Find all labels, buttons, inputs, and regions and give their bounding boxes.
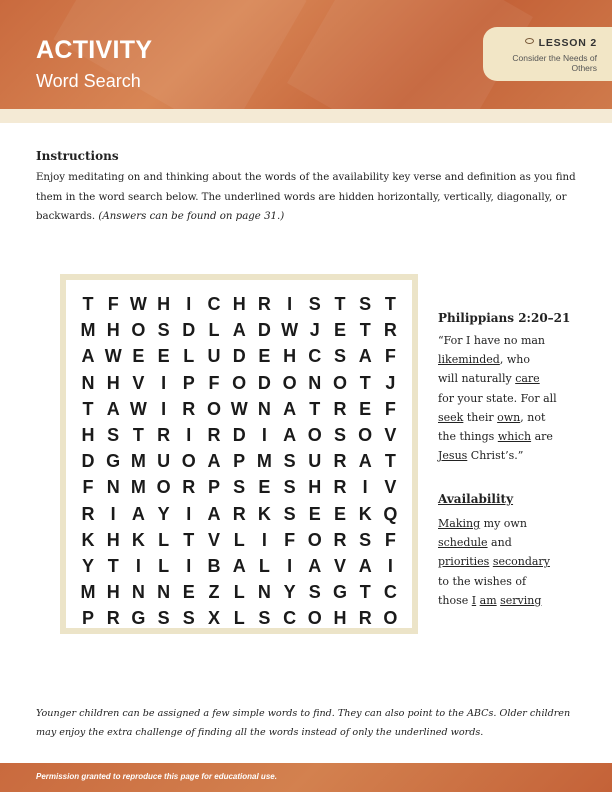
grid-letter: H <box>157 294 171 314</box>
instructions-heading: Instructions <box>36 149 119 163</box>
text-line <box>438 446 598 465</box>
grid-letter: F <box>82 477 94 498</box>
grid-letter: I <box>261 529 267 550</box>
hidden-word: care <box>515 372 540 386</box>
footer-note: Younger children can be assigned a few simple words to find. They can also point to the ABCs. Older children may enjoy the extra challenge of finding all the words instead of only the underlined words. <box>36 708 571 738</box>
grid-letter: R <box>383 320 397 341</box>
grid-letter: R <box>207 425 221 445</box>
grid-letter: K <box>257 503 271 524</box>
grid-letter: S <box>258 608 271 629</box>
grid-letter: A <box>131 503 145 524</box>
grid-row <box>76 530 406 557</box>
text-segment: are <box>531 430 553 444</box>
grid-letter: R <box>182 398 196 419</box>
grid-letter: W <box>129 398 147 419</box>
grid-letter: H <box>333 608 347 629</box>
grid-letter: I <box>135 556 141 576</box>
verse-text <box>438 331 598 465</box>
grid-letter: O <box>206 398 221 419</box>
grid-letter: K <box>81 529 95 550</box>
grid-row <box>76 399 406 426</box>
grid-letter: T <box>359 320 371 341</box>
grid-letter: R <box>333 477 347 498</box>
grid-letter: A <box>283 425 297 445</box>
grid-letter: S <box>107 425 120 445</box>
grid-letter: T <box>309 398 321 419</box>
text-line <box>438 369 598 388</box>
text-line <box>438 514 598 533</box>
page-title: ACTIVITY <box>36 36 153 64</box>
grid-letter: R <box>257 294 271 314</box>
grid-letter: F <box>284 529 296 550</box>
grid-letter: R <box>333 398 347 419</box>
text-line <box>438 331 598 350</box>
lesson-description: Consider the Needs of Others <box>512 53 597 73</box>
hidden-word: am <box>479 593 497 607</box>
text-segment: to the wishes of <box>438 574 527 588</box>
header-banner <box>0 0 612 109</box>
grid-letter: S <box>283 451 296 472</box>
grid-letter: Q <box>383 503 398 524</box>
text-segment: and <box>487 536 512 550</box>
grid-letter: Y <box>81 556 94 576</box>
instructions-note: (Answers can be found on page 31.) <box>98 211 285 222</box>
grid-letter: N <box>257 398 271 419</box>
grid-letter: V <box>207 529 220 550</box>
grid-letter: F <box>208 372 220 393</box>
text-line <box>438 591 598 610</box>
grid-letter: R <box>333 451 347 472</box>
text-segment: , not <box>520 410 546 424</box>
grid-letter: F <box>384 398 396 419</box>
grid-letter: D <box>182 320 196 341</box>
grid-letter: O <box>282 372 297 393</box>
grid-letter: H <box>106 320 120 341</box>
grid-letter: L <box>183 346 195 367</box>
grid-letter: I <box>186 425 192 445</box>
grid-letter: I <box>287 294 293 314</box>
grid-row <box>76 608 406 635</box>
grid-letter: C <box>308 346 322 367</box>
grid-row <box>76 294 406 321</box>
grid-letter: Y <box>157 503 170 524</box>
grid-letter: V <box>384 425 397 445</box>
grid-letter: I <box>362 477 368 498</box>
grid-letter: S <box>308 582 321 603</box>
footer-bar <box>0 763 612 792</box>
grid-letter: O <box>181 451 196 472</box>
grid-letter: H <box>106 529 120 550</box>
grid-letter: G <box>332 582 347 603</box>
grid-letter: O <box>358 425 373 445</box>
grid-letter: D <box>257 372 271 393</box>
grid-letter: N <box>106 477 120 498</box>
grid-letter: D <box>232 346 246 367</box>
grid-letter: H <box>232 294 246 314</box>
grid-letter: R <box>358 608 372 629</box>
grid-letter: S <box>308 294 321 314</box>
grid-letter: E <box>132 346 145 367</box>
grid-letter: W <box>230 398 248 419</box>
grid-letter: T <box>107 556 119 576</box>
hidden-word: schedule <box>438 536 488 550</box>
grid-letter: A <box>207 451 221 472</box>
grid-letter: A <box>283 398 297 419</box>
grid-letter: S <box>233 477 246 498</box>
grid-letter: A <box>308 556 322 576</box>
grid-letter: R <box>81 503 95 524</box>
grid-letter: T <box>334 294 346 314</box>
text-segment: my own <box>480 517 527 530</box>
hidden-word: Jesus <box>438 449 468 463</box>
grid-letter: P <box>182 372 195 393</box>
grid-letter: E <box>359 398 372 419</box>
grid-letter: T <box>132 425 144 445</box>
leaf-icon <box>525 38 534 44</box>
grid-letter: T <box>359 582 371 603</box>
header-band <box>0 109 612 123</box>
text-segment: those <box>438 593 472 607</box>
grid-letter: O <box>307 608 322 629</box>
grid-letter: U <box>308 451 322 472</box>
grid-letter: L <box>158 529 170 550</box>
grid-letter: X <box>207 608 220 629</box>
grid-letter: R <box>333 529 347 550</box>
grid-letter: I <box>161 372 167 393</box>
grid-letter: T <box>183 529 195 550</box>
grid-letter: S <box>333 346 346 367</box>
grid-letter: S <box>283 477 296 498</box>
grid-letter: Y <box>283 582 296 603</box>
grid-letter: R <box>182 477 196 498</box>
text-line <box>438 552 598 571</box>
grid-letter: R <box>106 608 120 629</box>
grid-letter: S <box>283 503 296 524</box>
grid-letter: L <box>208 320 220 341</box>
grid-letter: A <box>358 556 372 576</box>
definition-heading: Availability <box>438 492 514 506</box>
grid-letter: I <box>287 556 293 576</box>
grid-letter: D <box>232 425 246 445</box>
grid-letter: T <box>82 294 94 314</box>
grid-letter: T <box>82 398 94 419</box>
text-line <box>438 389 598 408</box>
grid-letter: O <box>332 372 347 393</box>
grid-letter: I <box>186 556 192 576</box>
grid-letter: W <box>129 294 147 314</box>
grid-letter: E <box>258 477 271 498</box>
grid-letter: S <box>157 608 170 629</box>
grid-letter: G <box>106 451 121 472</box>
grid-letter: M <box>130 451 146 472</box>
permission-text: Permission granted to reproduce this page for educational use. <box>36 772 277 781</box>
grid-letter: F <box>107 294 119 314</box>
hidden-word: seek <box>438 410 464 424</box>
text-segment: will naturally <box>438 372 516 386</box>
grid-letter: W <box>104 346 122 367</box>
grid-letter: T <box>384 294 396 314</box>
grid-letter: G <box>131 608 146 629</box>
grid-letter: D <box>81 451 95 472</box>
grid-letter: E <box>258 346 271 367</box>
grid-letter: H <box>106 582 120 603</box>
grid-row <box>76 373 406 400</box>
grid-letter: T <box>384 451 396 472</box>
text-segment: “For I have no man <box>438 334 546 347</box>
instructions-text: Enjoy meditating on and thinking about the words of the availability key verse and definition as you find them in the word search below. The underlined words are hidden horizontally, vertically, diagonally, or backwards. <box>36 172 576 222</box>
grid-letter: A <box>106 398 120 419</box>
grid-letter: R <box>157 425 171 445</box>
text-segment: their <box>463 410 498 424</box>
grid-letter: P <box>233 451 246 472</box>
grid-letter: H <box>106 372 120 393</box>
grid-letter: A <box>207 503 221 524</box>
grid-letter: R <box>232 503 246 524</box>
grid-letter: K <box>131 529 145 550</box>
grid-letter: D <box>257 320 271 341</box>
grid-letter: V <box>132 372 145 393</box>
grid-letter: Z <box>208 582 220 603</box>
grid-letter: I <box>186 503 192 524</box>
verse-reference: Philippians 2:20–21 <box>438 311 571 325</box>
grid-letter: M <box>80 320 96 341</box>
hidden-word: secondary <box>492 555 550 569</box>
grid-letter: W <box>281 320 299 341</box>
grid-row <box>76 504 406 531</box>
grid-letter: I <box>161 398 167 419</box>
text-line <box>438 427 598 446</box>
hidden-word: I <box>471 593 477 607</box>
hidden-word: priorities <box>438 555 490 569</box>
grid-letter: E <box>333 503 346 524</box>
grid-letter: J <box>309 320 320 341</box>
grid-letter: O <box>307 529 322 550</box>
word-search-grid <box>60 274 418 634</box>
grid-letter: J <box>385 372 396 393</box>
definition-text <box>438 514 598 610</box>
grid-letter: S <box>157 320 170 341</box>
grid-row <box>76 425 406 452</box>
grid-letter: A <box>232 556 246 576</box>
grid-row <box>76 451 406 478</box>
text-segment: Christ’s.” <box>467 449 524 463</box>
grid-letter: K <box>358 503 372 524</box>
grid-letter: B <box>207 556 221 576</box>
grid-letter: M <box>256 451 272 472</box>
grid-letter: O <box>232 372 247 393</box>
grid-letter: M <box>130 477 146 498</box>
grid-letter: T <box>359 372 371 393</box>
grid-letter: A <box>358 451 372 472</box>
grid-letter: E <box>182 582 195 603</box>
grid-letter: N <box>81 372 95 393</box>
grid-letter: I <box>261 425 267 445</box>
grid-letter: A <box>81 346 95 367</box>
hidden-word: which <box>497 430 532 444</box>
grid-letter: E <box>308 503 321 524</box>
grid-letter: O <box>307 425 322 445</box>
grid-letter: L <box>233 529 245 550</box>
grid-letter: H <box>283 346 297 367</box>
grid-letter: U <box>207 346 221 367</box>
grid-letter: H <box>81 425 95 445</box>
grid-letter: S <box>359 294 372 314</box>
grid-letter: H <box>308 477 322 498</box>
hidden-word: own <box>497 410 521 424</box>
text-line <box>438 533 598 552</box>
grid-letter: L <box>258 556 270 576</box>
grid-letter: S <box>182 608 195 629</box>
hidden-word: serving <box>500 593 542 607</box>
grid-letter: S <box>359 529 372 550</box>
hidden-word: likeminded <box>438 353 500 367</box>
grid-letter: I <box>186 294 192 314</box>
grid-letter: N <box>131 582 145 603</box>
grid-row <box>76 582 406 609</box>
grid-letter: C <box>207 294 221 314</box>
grid-letter: O <box>156 477 171 498</box>
grid-letter: I <box>110 503 116 524</box>
grid-row <box>76 346 406 373</box>
grid-letter: U <box>157 451 171 472</box>
grid-letter: L <box>233 608 245 629</box>
grid-letter: A <box>358 346 372 367</box>
text-segment: the things <box>438 430 498 444</box>
grid-letter: M <box>80 582 96 603</box>
text-segment: , who <box>499 353 530 367</box>
grid-letter: A <box>232 320 246 341</box>
grid-letter: N <box>308 372 322 393</box>
grid-letter: C <box>383 582 397 603</box>
instructions-body <box>36 168 581 227</box>
grid-letter: V <box>384 477 397 498</box>
grid-letter: O <box>131 320 146 341</box>
grid-letter: F <box>384 346 396 367</box>
hidden-word: Making <box>438 517 481 530</box>
grid-row <box>76 477 406 504</box>
grid-letter: N <box>257 582 271 603</box>
grid-letter: V <box>333 556 346 576</box>
grid-letter: E <box>333 320 346 341</box>
grid-row <box>76 556 406 583</box>
grid-letter: N <box>157 582 171 603</box>
grid-letter: P <box>207 477 220 498</box>
lesson-label <box>525 37 597 49</box>
text-line <box>438 408 598 427</box>
grid-letter: L <box>158 556 170 576</box>
grid-letter: O <box>383 608 398 629</box>
grid-letter: L <box>233 582 245 603</box>
grid-letter: I <box>387 556 393 576</box>
grid-row <box>76 320 406 347</box>
lesson-tab <box>483 27 612 81</box>
text-line <box>438 350 598 369</box>
grid-letter: F <box>384 529 396 550</box>
grid-letter: C <box>283 608 297 629</box>
text-line <box>438 572 598 591</box>
lesson-number: LESSON 2 <box>538 37 597 49</box>
grid-letter: S <box>333 425 346 445</box>
grid-letter: E <box>157 346 170 367</box>
text-segment: for your state. For all <box>438 391 557 405</box>
page-subtitle: Word Search <box>36 71 141 91</box>
grid-letter: P <box>81 608 94 629</box>
